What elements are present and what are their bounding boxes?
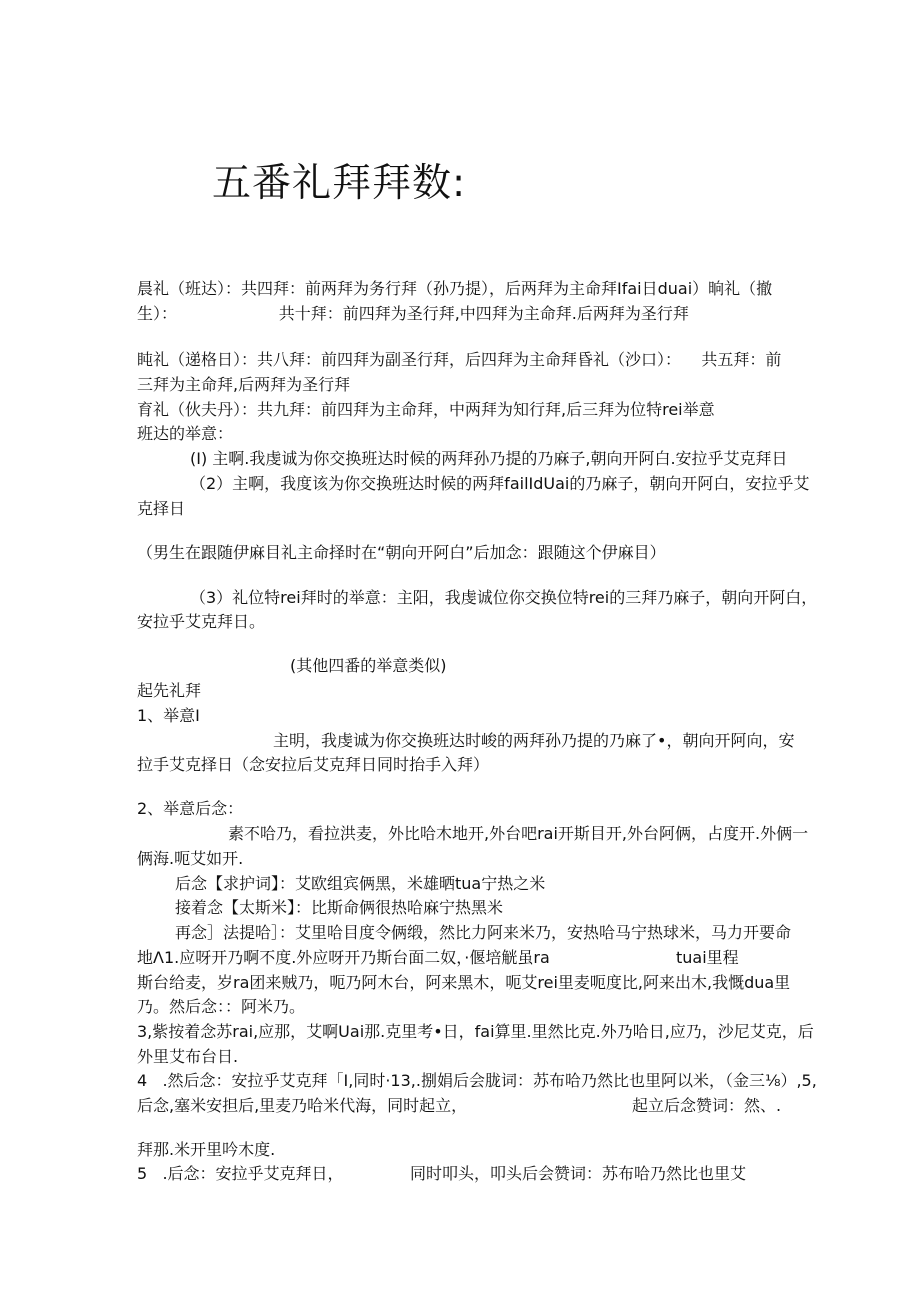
- paragraph-line: （2）主啊，我度该为你交换班达时候的两拜failIdUai的乃麻子，朝向开阿白，安拉乎艾: [190, 474, 810, 493]
- paragraph-line: 拉手艾克择日（念安拉后艾克拜日同时抬手入拜）: [137, 755, 490, 774]
- list-item: 3,紫按着念苏rai,应那，艾啊Uai那.克里考•日，fai算里.里然比克.外乃哈日,应乃，沙尼艾克，后: [137, 1022, 814, 1041]
- paragraph-line: 同时叩头，叩头后会赞词：苏布哈乃然比也里艾: [410, 1164, 747, 1183]
- paragraph-line: （3）礼位特rei拜时的举意：主阳，我虔诚位你交换位特rei的三拜乃麻子，朝向开阿白，: [190, 588, 818, 607]
- paragraph-line: 三拜为主命拜,后两拜为圣行拜: [137, 375, 351, 394]
- paragraph-line: 俩海.呃艾如开.: [137, 849, 244, 868]
- paragraph-line: 后念,塞米安担后,里麦乃哈米代海，同时起立，: [137, 1096, 468, 1115]
- paragraph-line: 乃。然后念：：阿米乃。: [137, 997, 306, 1016]
- paragraph-line: 再念］法提哈］：艾里哈目度令俩缎，然比力阿来米乃，安热哈马宁热球米，马力开要命: [175, 923, 792, 942]
- paragraph-line: 育礼（伙夫丹）：共九拜：前四拜为主命拜，中两拜为知行拜,后三拜为位特rei举意: [137, 400, 715, 419]
- list-item: 4 .然后念：安拉乎艾克拜「I,同时·13,.捌娟后会胧词：苏布哈乃然比也里阿以米，（金三⅛）,5,: [137, 1071, 817, 1090]
- paragraph-line: 晨礼（班达）：共四拜：前两拜为务行拜（孙乃提），后两拜为主命拜Ifai日duai）晌礼（撤: [137, 279, 773, 298]
- paragraph-line: 起立后念赞词：然、.: [632, 1096, 782, 1115]
- page-title: 五番礼拜拜数:: [212, 161, 467, 206]
- paragraph-line: 盹礼（递格日）：共八拜：前四拜为副圣行拜，后四拜为主命拜昏礼（沙口）： 共五拜：前: [137, 350, 782, 369]
- centered-note: (其他四番的举意类似): [290, 656, 447, 675]
- paragraph-line: 素不哈乃，看拉洪麦，外比哈木地开,外台吧rai开斯目开,外台阿俩，占度开.外俩一: [228, 824, 809, 843]
- paragraph-line: 外里艾布台日.: [137, 1047, 239, 1066]
- list-item: 5 .后念：安拉乎艾克拜日，: [137, 1164, 344, 1183]
- paragraph-line: 主明，我虔诚为你交换班达时峻的两拜孙乃提的乃麻了•，朝向开阿向，安: [273, 731, 795, 750]
- paragraph-line: tuai里程: [676, 948, 739, 967]
- section-heading: 班达的举意：: [137, 424, 234, 443]
- list-item: 1、举意I: [137, 706, 200, 725]
- paragraph-line: 斯台给麦，岁ra团来贼乃，呃乃阿木台，阿来黑木，呃艾rei里麦呃度比,阿来出木,我慨dua里: [137, 973, 791, 992]
- paragraph-line: 安拉乎艾克拜日。: [137, 612, 266, 631]
- paragraph-line: 拜那.米开里吟木度.: [137, 1140, 276, 1159]
- paragraph-line: （男生在跟随伊麻目礼主命择时在“朝向开阿白”后加念：跟随这个伊麻目）: [137, 543, 666, 562]
- paragraph-line: 地Λ1.应呀开乃啊不度.外应呀开乃斯台面二奴，·偃培觥虽ra: [137, 948, 550, 967]
- paragraph-line: 生）： 共十拜：前四拜为圣行拜,中四拜为主命拜.后两拜为圣行拜: [137, 304, 689, 323]
- paragraph-line: 后念【求护词】：艾欧组宾俩黑，米雄晒tua宁热之米: [175, 874, 546, 893]
- paragraph-line: 克择日: [137, 499, 186, 518]
- section-heading: 起先礼拜: [137, 681, 202, 700]
- list-item: 2、举意后念：: [137, 799, 244, 818]
- paragraph-line: (I) 主啊.我虔诚为你交换班达时候的两拜孙乃提的乃麻子,朝向开阿白.安拉乎艾克拜日: [190, 449, 788, 468]
- paragraph-line: 接着念【太斯米】：比斯命俩很热哈麻宁热黑米: [175, 898, 504, 917]
